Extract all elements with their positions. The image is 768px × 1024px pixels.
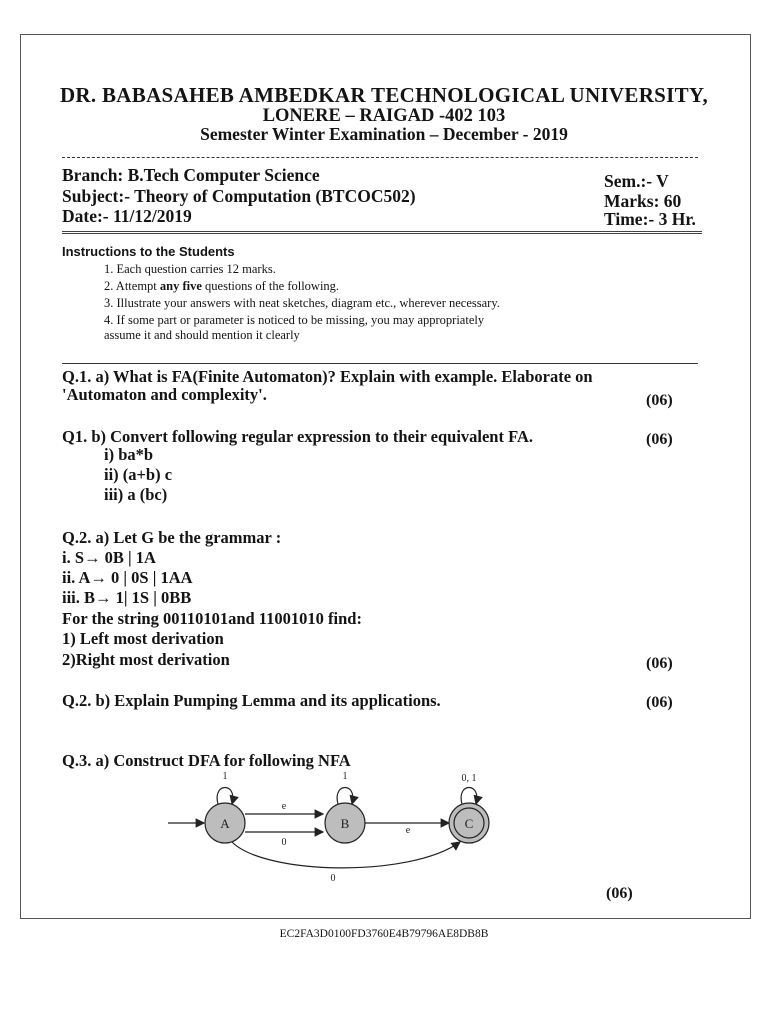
instruction-3: 3. Illustrate your answers with neat sketches, diagram etc., wherever necessary. bbox=[104, 296, 500, 310]
label-a-b-bottom: 0 bbox=[281, 837, 287, 848]
q3a-text: Q.3. a) Construct DFA for following NFA bbox=[62, 751, 351, 770]
q1b-item-3: iii) a (bc) bbox=[104, 485, 168, 504]
instruction-4-cont: assume it and should mention it clearly bbox=[104, 328, 300, 342]
label-a-c: 0 bbox=[330, 873, 336, 884]
instructions-title: Instructions to the Students bbox=[62, 244, 235, 259]
state-b bbox=[325, 803, 365, 843]
paper-code: EC2FA3D0100FD3760E4B79796AE8DB8B bbox=[279, 928, 489, 940]
instruction-2: 2. Attempt any five questions of the following. bbox=[104, 279, 340, 293]
marks-label: Marks: 60 bbox=[604, 191, 682, 211]
label-loop-a: 1 bbox=[222, 771, 228, 782]
q2b-text: Q.2. b) Explain Pumping Lemma and its applications. bbox=[62, 691, 441, 710]
semester-label: Sem.:- V bbox=[604, 171, 669, 191]
university-location: LONERE – RAIGAD -402 103 bbox=[262, 106, 506, 126]
header-divider bbox=[62, 157, 698, 158]
q3a-marks: (06) bbox=[606, 885, 633, 902]
state-c-final bbox=[449, 803, 489, 843]
q1b-text: Q1. b) Convert following regular expression to their equivalent FA. bbox=[62, 427, 533, 446]
q2b-marks: (06) bbox=[646, 694, 673, 711]
label-b-c: e bbox=[405, 825, 411, 836]
instruction-1: 1. Each question carries 12 marks. bbox=[104, 262, 276, 276]
time-label: Time:- 3 Hr. bbox=[604, 209, 696, 229]
meta-divider bbox=[62, 231, 702, 234]
subject-label: Subject:- Theory of Computation (BTCOC502) bbox=[62, 186, 416, 206]
state-a bbox=[205, 803, 245, 843]
q1a-text-cont: 'Automaton and complexity'. bbox=[62, 385, 267, 404]
university-name: DR. BABASAHEB AMBEDKAR TECHNOLOGICAL UNIVERSITY, bbox=[59, 83, 709, 107]
svg-text:B: B bbox=[340, 816, 350, 831]
label-loop-c: 0, 1 bbox=[461, 773, 477, 784]
q1b-item-2: ii) (a+b) c bbox=[104, 465, 173, 484]
q1a-text: Q.1. a) What is FA(Finite Automaton)? Explain with example. Elaborate on bbox=[62, 367, 593, 386]
label-a-b-top: e bbox=[281, 801, 287, 812]
q2a-rule-3: iii. B→ 1| 1S | 0BB bbox=[62, 588, 192, 607]
q1b-marks: (06) bbox=[646, 431, 673, 448]
instruction-4: 4. If some part or parameter is noticed to be missing, you may appropriately bbox=[104, 313, 485, 327]
q2a-part-1: 1) Left most derivation bbox=[62, 629, 224, 648]
q1b-item-1: i) ba*b bbox=[104, 445, 154, 464]
exam-title: Semester Winter Examination – December - 2019 bbox=[200, 124, 568, 144]
q2a-string: For the string 00110101and 11001010 find: bbox=[62, 609, 362, 628]
date-label: Date:- 11/12/2019 bbox=[62, 206, 192, 226]
q2a-marks: (06) bbox=[646, 655, 673, 672]
nfa-diagram bbox=[160, 770, 520, 885]
q1a-marks: (06) bbox=[646, 392, 673, 409]
instructions-divider bbox=[62, 363, 698, 364]
label-loop-b: 1 bbox=[342, 771, 348, 782]
q2a-part-2: 2)Right most derivation bbox=[62, 650, 230, 669]
svg-text:A: A bbox=[220, 816, 230, 831]
q2a-rule-2: ii. A→ 0 | 0S | 1AA bbox=[62, 568, 193, 587]
q2a-text: Q.2. a) Let G be the grammar : bbox=[62, 528, 282, 547]
branch-label: Branch: B.Tech Computer Science bbox=[62, 165, 320, 185]
q2a-rule-1: i. S→ 0B | 1A bbox=[62, 548, 156, 567]
svg-text:C: C bbox=[464, 816, 474, 831]
